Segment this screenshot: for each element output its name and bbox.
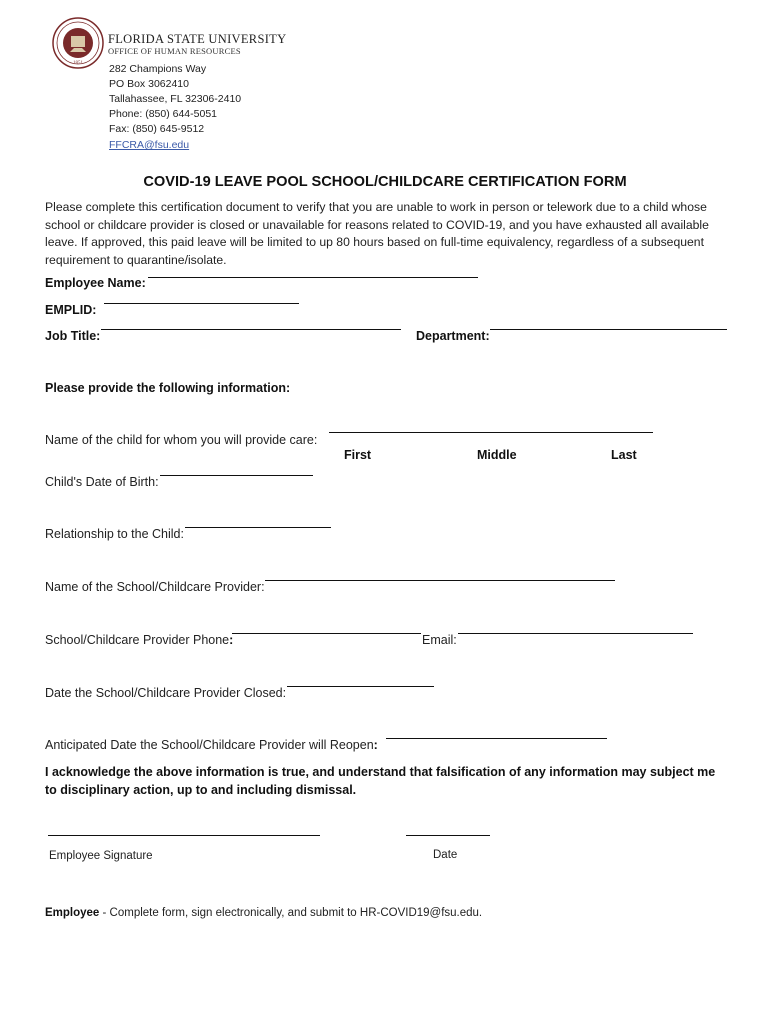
signature-label: Employee Signature [49, 850, 153, 862]
relationship-field[interactable] [185, 527, 331, 528]
employee-name-field[interactable] [148, 277, 478, 278]
address-line-1: 282 Champions Way [109, 63, 207, 75]
office-name: OFFICE OF HUMAN RESOURCES [108, 46, 241, 56]
provider-email-field[interactable] [458, 633, 693, 634]
university-name: FLORIDA STATE UNIVERSITY [108, 32, 287, 46]
job-title-field[interactable] [101, 329, 401, 330]
intro-paragraph: Please complete this certification document to verify that you are unable to work in person or telework due to a child whose school or childcare provider is closed or unavailable for reasons related to COVID-19, and you have exhausted all available leave. If approved, this paid leave will be limited to up 80 hours based on full-time equivalency, regardless of a subsequent requirement to quarantine/isolate. [45, 200, 709, 267]
reopen-date-field[interactable] [386, 738, 607, 739]
provide-info-heading: Please provide the following information: [45, 381, 291, 395]
emplid-field[interactable] [104, 303, 299, 304]
child-name-field[interactable] [329, 432, 653, 433]
phone-line: Phone: (850) 644-5051 [109, 108, 217, 120]
signature-field[interactable] [48, 835, 320, 836]
provider-phone-label: School/Childcare Provider Phone: [45, 633, 234, 647]
email-label: Email: [422, 633, 457, 647]
child-name-label: Name of the child for whom you will provide care: [45, 433, 318, 447]
form-title: COVID-19 LEAVE POOL SCHOOL/CHILDCARE CERTIFICATION FORM [143, 174, 627, 190]
provider-name-label: Name of the School/Childcare Provider: [45, 580, 265, 594]
acknowledgement-text: I acknowledge the above information is true, and understand that falsification of any information may subject me to disciplinary action, up to and including dismissal. [45, 765, 716, 797]
relationship-label: Relationship to the Child: [45, 527, 184, 541]
closed-date-label: Date the School/Childcare Provider Closed: [45, 686, 287, 700]
address-line-2: PO Box 3062410 [109, 78, 189, 90]
signature-date-label: Date [433, 849, 458, 861]
submission-instructions: Employee - Complete form, sign electronically, and submit to HR-COVID19@fsu.edu. [45, 907, 483, 919]
provider-phone-field[interactable] [232, 633, 421, 634]
signature-date-field[interactable] [406, 835, 490, 836]
address-line-3: Tallahassee, FL 32306-2410 [109, 93, 242, 105]
emplid-label: EMPLID: [45, 303, 97, 317]
closed-date-field[interactable] [287, 686, 434, 687]
dob-field[interactable] [160, 475, 313, 476]
email-link[interactable]: FFCRA@fsu.edu [109, 139, 190, 151]
child-middle-name-caption: Middle [477, 448, 517, 462]
employee-name-label: Employee Name: [45, 276, 146, 290]
dob-label: Child's Date of Birth: [45, 475, 159, 489]
department-field[interactable] [490, 329, 727, 330]
child-first-name-caption: First [344, 448, 372, 462]
provider-name-field[interactable] [265, 580, 615, 581]
seal-year: 1851 [73, 61, 83, 66]
fax-line: Fax: (850) 645-9512 [109, 123, 205, 135]
fsu-seal-logo [52, 17, 104, 69]
child-last-name-caption: Last [611, 448, 637, 462]
department-label: Department: [416, 329, 490, 343]
job-title-label: Job Title: [45, 329, 101, 343]
reopen-date-label: Anticipated Date the School/Childcare Provider will Reopen: [45, 738, 378, 752]
